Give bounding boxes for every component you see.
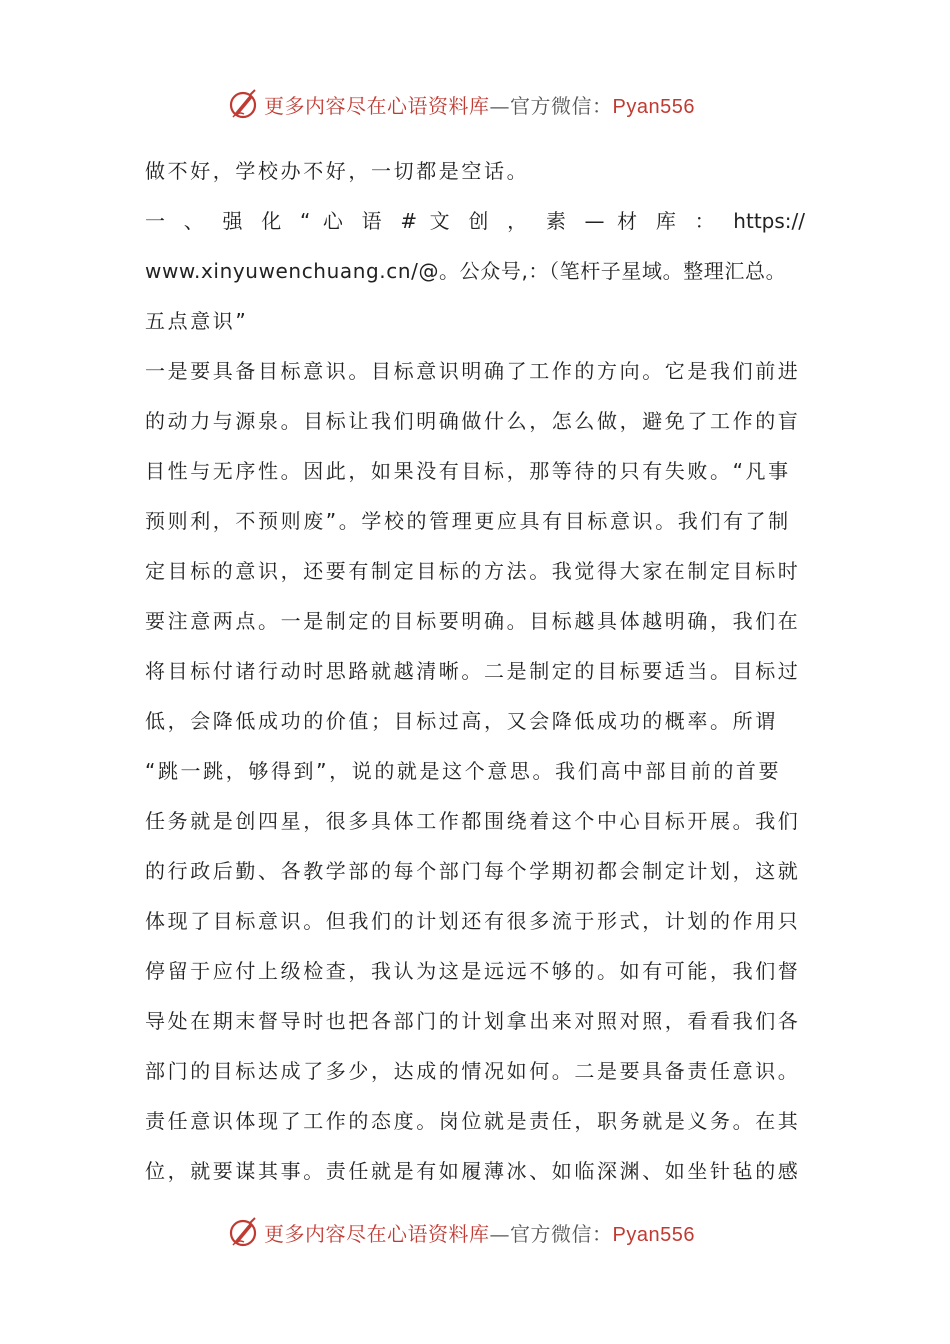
text-line: 部门的目标达成了多少，达成的情况如何。二是要具备责任意识。 [145, 1059, 801, 1083]
text-line: 位，就要谋其事。责任就是有如履薄冰、如临深渊、如坐针毡的感 [145, 1159, 801, 1183]
header-banner [0, 84, 950, 124]
text-line: 一 、 强 化 “ 心 语 # 文 创 ， 素 — 材 库 ： https:// [145, 209, 805, 233]
text-line: 的动力与源泉。目标让我们明确做什么，怎么做，避免了工作的盲 [145, 409, 801, 433]
text-line: 导处在期末督导时也把各部门的计划拿出来对照对照，看看我们各 [145, 1009, 801, 1033]
text-line: “跳一跳，够得到”，说的就是这个意思。我们高中部目前的首要 [145, 759, 782, 783]
banner-dash: —官方微信： [489, 93, 613, 118]
text-line: 任务就是创四星，很多具体工作都围绕着这个中心目标开展。我们 [145, 809, 801, 833]
footer-banner [0, 1212, 950, 1252]
text-line: 责任意识体现了工作的态度。岗位就是责任，职务就是义务。在其 [145, 1109, 801, 1133]
text-line: 预则利，不预则废”。学校的管理更应具有目标意识。我们有了制 [145, 509, 791, 533]
pen-circle-icon [226, 87, 260, 121]
banner-title: 更多内容尽在心语资料库 [264, 1221, 490, 1246]
text-line: 低，会降低成功的价值；目标过高，又会降低成功的概率。所谓 [145, 709, 778, 733]
text-line: 一是要具备目标意识。目标意识明确了工作的方向。它是我们前进 [145, 359, 801, 383]
text-line: 要注意两点。一是制定的目标要明确。目标越具体越明确，我们在 [145, 609, 801, 633]
banner-wechat: Pyan556 [612, 1223, 695, 1246]
document-body [145, 146, 805, 1196]
text-line: 将目标付诸行动时思路就越清晰。二是制定的目标要适当。目标过 [145, 659, 801, 683]
text-line: www.xinyuwenchuang.cn/@。公众号,：（笔杆子星域。整理汇总。 [145, 259, 787, 283]
banner-title: 更多内容尽在心语资料库 [264, 93, 490, 118]
pen-circle-icon [226, 1215, 260, 1249]
banner-wechat: Pyan556 [612, 95, 695, 118]
text-line: 体现了目标意识。但我们的计划还有很多流于形式，计划的作用只 [145, 909, 801, 933]
text-line: 的行政后勤、各教学部的每个部门每个学期初都会制定计划，这就 [145, 859, 801, 883]
text-line: 定目标的意识，还要有制定目标的方法。我觉得大家在制定目标时 [145, 559, 801, 583]
text-line: 做不好，学校办不好，一切都是空话。 [145, 159, 530, 183]
banner-dash: —官方微信： [489, 1221, 613, 1246]
text-line: 目性与无序性。因此，如果没有目标，那等待的只有失败。“凡事 [145, 459, 791, 483]
text-line: 停留于应付上级检查，我认为这是远远不够的。如有可能，我们督 [145, 959, 801, 983]
text-line: 五点意识” [145, 309, 249, 333]
